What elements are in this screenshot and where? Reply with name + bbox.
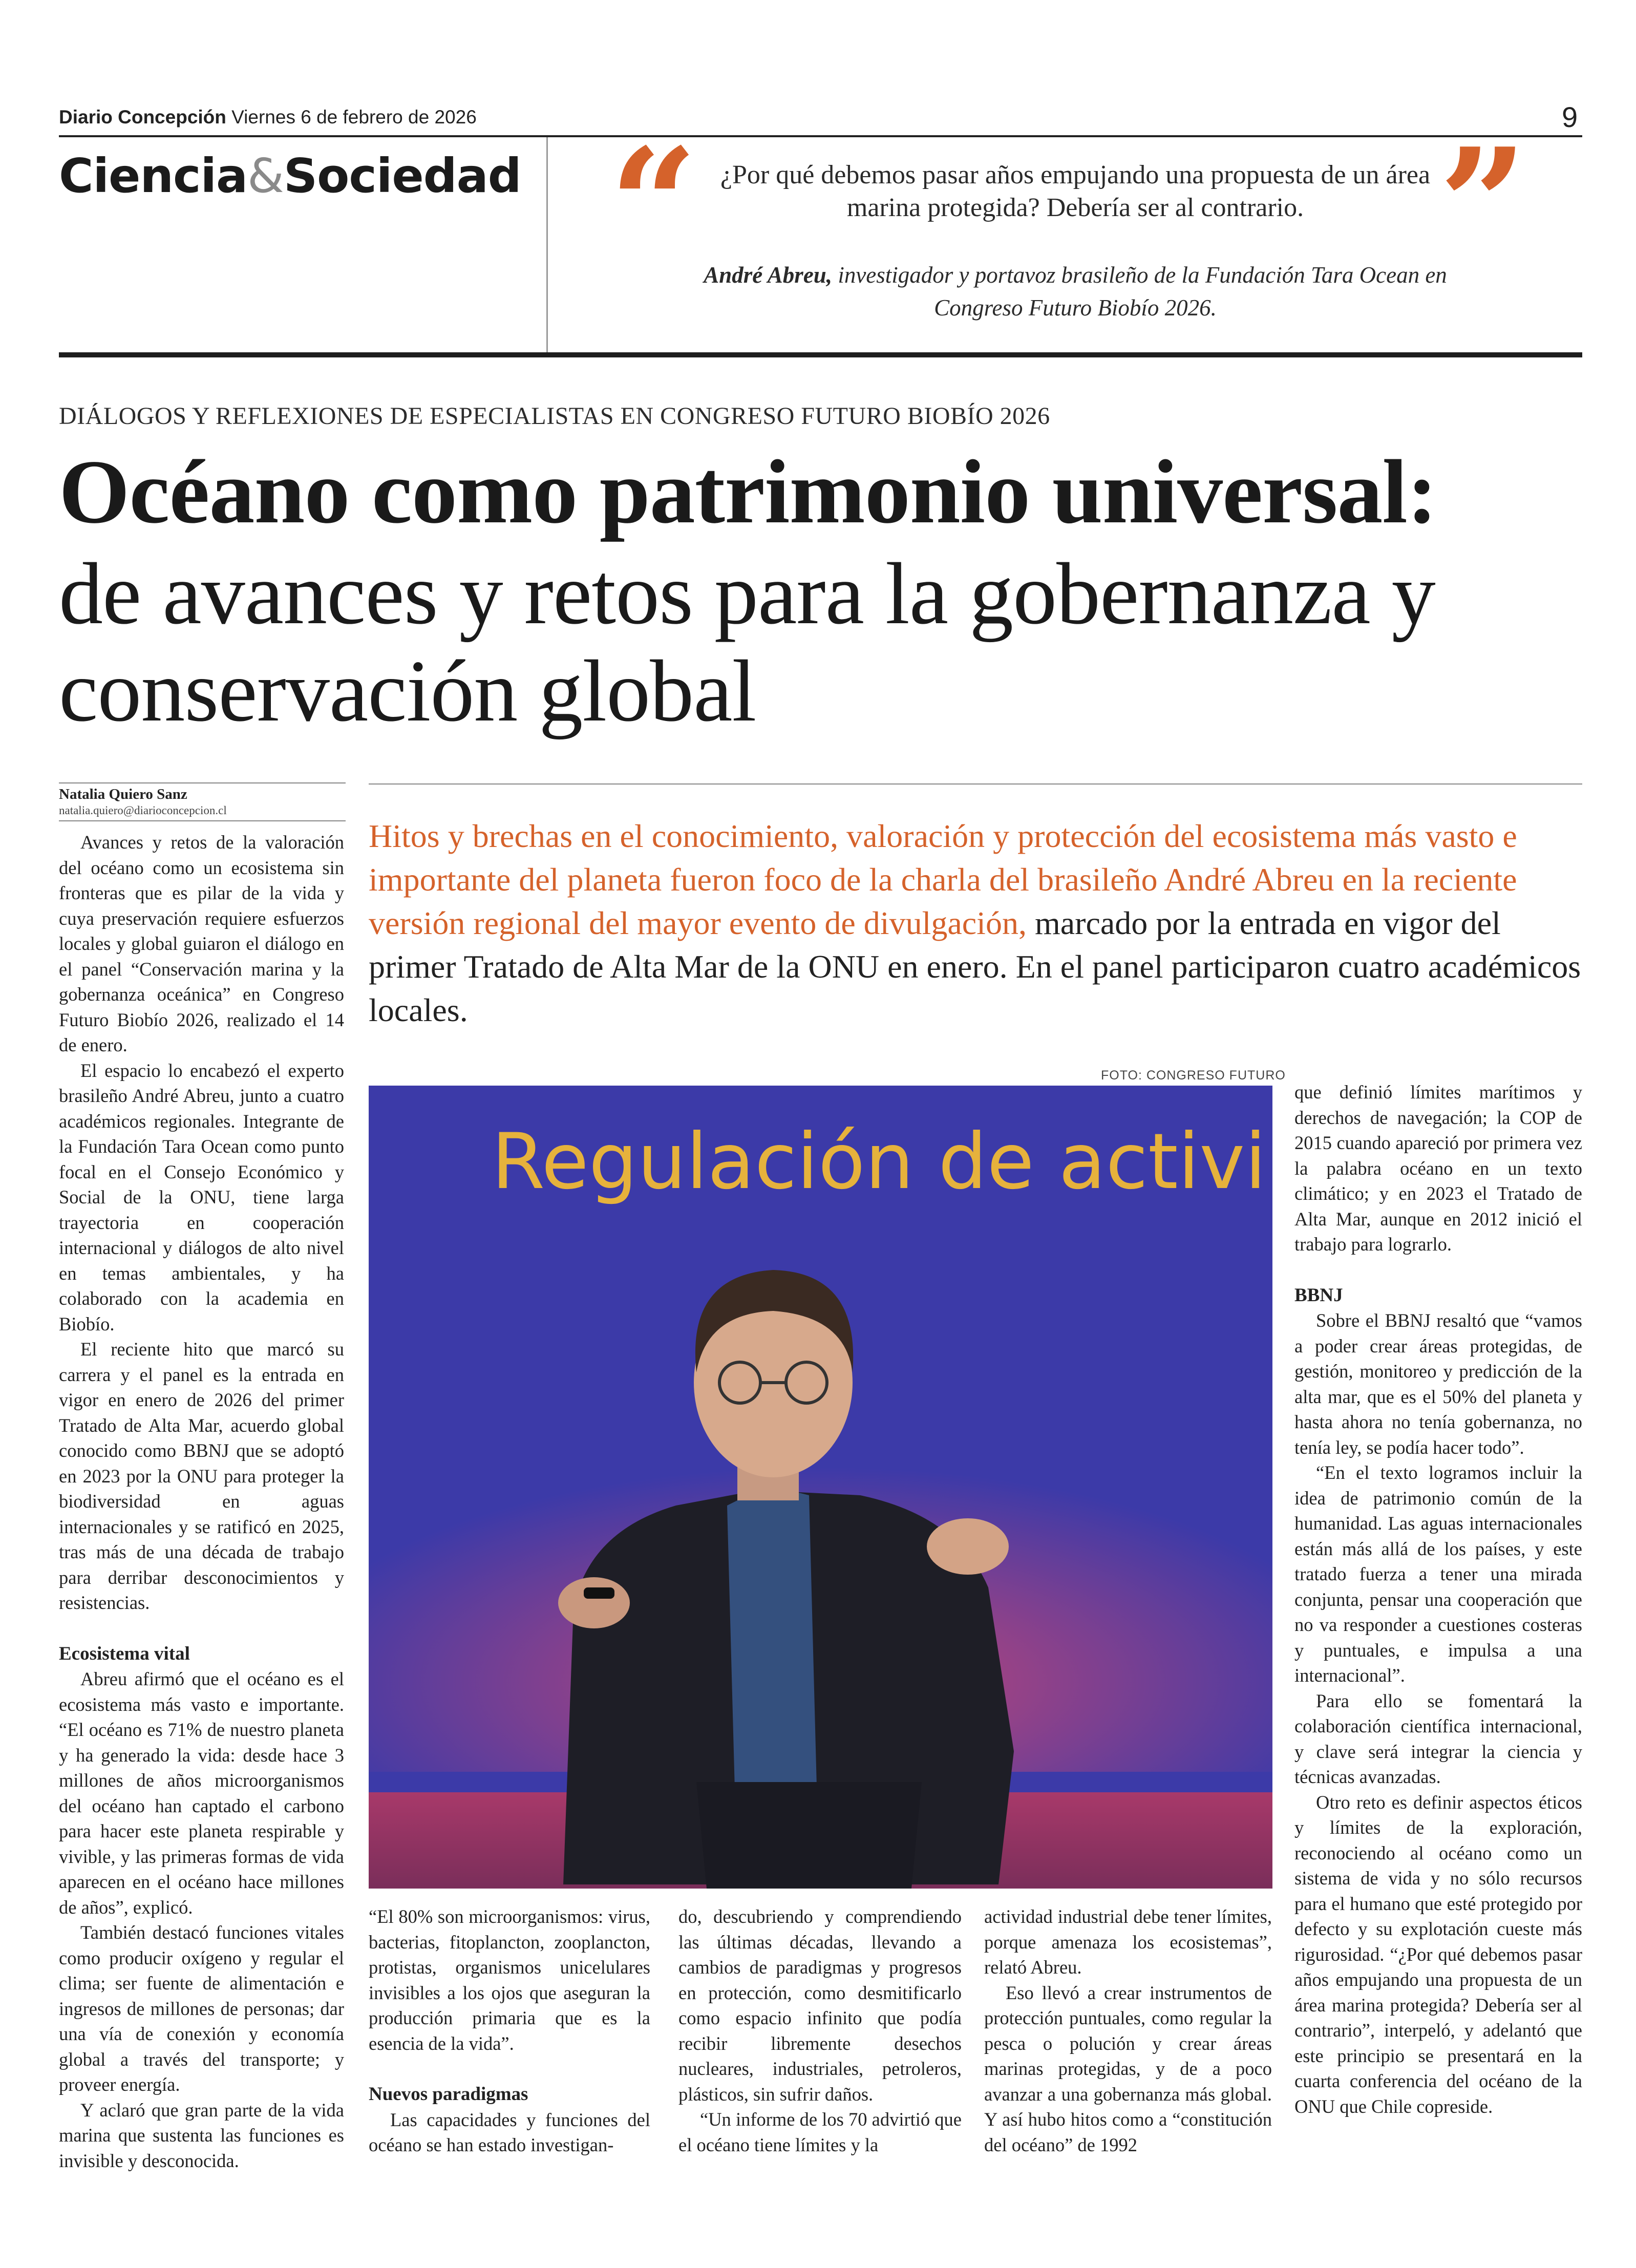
section-word-2: Sociedad xyxy=(283,149,521,203)
paragraph: actividad industrial debe tener límites, porque amenaza los ecosistemas”, relató Abreu. xyxy=(984,1906,1272,1978)
article-column-bottom-1 xyxy=(369,1904,650,2158)
header-divider xyxy=(546,137,548,352)
paragraph: que definió límites marítimos y derechos de navegación; la COP de 2015 cuando apareció por primera vez la palabra océano en un texto climático; y en 2023 el Tratado de Alta Mar, aunque en 2012 inició el trabajo para lograrlo. xyxy=(1294,1082,1582,1255)
paragraph: Avances y retos de la valoración del océano como un ecosistema sin fronteras que es pilar de la vida y cuya preservación requiere esfuerzos locales y global guiaron el diálogo en el panel “Conservación marina y la gobernanza oceánica” en Congreso Futuro Biobío 2026, realizado el 14 de enero. xyxy=(59,832,344,1055)
byline-email[interactable]: natalia.quiero@diarioconcepcion.cl xyxy=(59,804,227,817)
paragraph: “Un informe de los 70 advirtió que el océano tiene límites y la xyxy=(678,2109,962,2155)
speaker-photo-illustration xyxy=(369,1086,1272,1889)
paragraph: Abreu afirmó que el océano es el ecosistema más vasto e importante. “El océano es 71% de nuestro planeta y ha generado la vida: desde hace 3 millones de años microorganismos del océano han captado el carbono para hacer este planeta respirable y vivible, y las primeras formas de vida aparecen en el océano hace millones de años”, explicó. xyxy=(59,1668,344,1918)
paragraph: Sobre el BBNJ resaltó que “vamos a poder crear áreas protegidas, de gestión, monitoreo y predicción de la alta mar, que es el 50% del planeta y hasta ahora no tenía gobernanza, no tenía ley, se podía hacer todo”. xyxy=(1294,1310,1582,1458)
paragraph: También destacó funciones vitales como producir oxígeno y regular el clima; ser fuente de alimentación e ingresos de millones de personas; dar una vía de conexión y economía global a través del transporte; y proveer energía. xyxy=(59,1922,344,2095)
paragraph: Y aclaró que gran parte de la vida marina que sustenta las funciones es invisible y desconocida. xyxy=(59,2099,344,2171)
subhead-nuevos-paradigmas: Nuevos paradigmas xyxy=(369,2084,528,2105)
subhead-bbnj: BBNJ xyxy=(1294,1284,1343,1306)
section-title xyxy=(59,149,521,203)
lead-rest: marcado por la entrada en vigor del primer Tratado de Alta Mar de la ONU en enero. En el panel participaron cuatro académicos locales. xyxy=(369,905,1581,1028)
photo-credit: FOTO: CONGRESO FUTURO xyxy=(1101,1068,1286,1083)
paragraph: Otro reto es definir aspectos éticos y límites de la exploración, reconociendo al océano como un sistema de vida y no sólo recursos para el humano que esté protegido por defecto y su explotación cueste más rigurosidad. “¿Por qué debemos pasar años empujando una propuesta de un área marina protegida? Debería ser al contrario”, interpeló, y adelantó que este principio se presentará en la cuarta conferencia del océano de la ONU que Chile copreside. xyxy=(1294,1791,1582,2117)
quote-author-desc: investigador y portavoz brasileño de la Fundación Tara Ocean en Congreso Futuro Biobío 2026. xyxy=(832,262,1447,321)
paragraph: Las capacidades y funciones del océano se han estado investigan- xyxy=(369,2109,650,2155)
paragraph: “El 80% son microorganismos: virus, bacterias, fitoplancton, zooplancton, protistas, organismos unicelulares invisibles a los ojos que aseguran la producción primaria que es la esencia de la vida”. xyxy=(369,1906,650,2054)
pull-quote-text: ¿Por qué debemos pasar años empujando una propuesta de un área marina protegida? Debería ser al contrario. xyxy=(720,160,1431,222)
header-rule xyxy=(59,135,1582,137)
byline-rule-bottom xyxy=(59,820,346,821)
publication-name: Diario Concepción xyxy=(59,107,226,128)
issue-date: Viernes 6 de febrero de 2026 xyxy=(231,107,477,128)
quote-author: André Abreu, xyxy=(704,262,833,288)
article-headline: Océano como patrimonio universal: xyxy=(59,441,1437,542)
paragraph: “En el texto logramos incluir la idea de patrimonio común de la humanidad. Las aguas internacionales están más allá de los países, y este tratado fuerza a tener una mirada conjunta, pensar una cooperación que no va responder a cuestiones costeras y puntuales, e impulsa a una internacional”. xyxy=(1294,1462,1582,1686)
article-subheadline: de avances y retos para la gobernanza y conservación global xyxy=(59,545,1435,740)
page-number: 9 xyxy=(1562,101,1578,133)
paragraph: do, descubriendo y comprendiendo las últimas décadas, llevando a cambios de paradigmas y progresos en protección, como desmitificarlo como espacio infinito que podía recibir libremente desechos nucleares, industriales, petroleros, plásticos, sin sufrir daños. xyxy=(678,1906,962,2105)
screen-text: Regulación de activi xyxy=(492,1117,1266,1206)
section-ampersand: & xyxy=(247,149,284,203)
article-column-bottom-3 xyxy=(984,1904,1272,2157)
article-photo xyxy=(369,1086,1272,1889)
open-quote-icon: “ xyxy=(609,114,698,295)
header-bottom-bar xyxy=(59,352,1582,357)
pull-quote-attribution xyxy=(702,259,1449,324)
close-quote-icon: ” xyxy=(1439,114,1527,295)
lead-rule xyxy=(369,783,1582,785)
paragraph: Para ello se fomentará la colaboración científica internacional, y clave será integrar la ciencia y técnicas avanzadas. xyxy=(1294,1690,1582,1787)
byline-rule-top xyxy=(59,782,346,783)
publication-line xyxy=(59,107,477,128)
section-word-1: Ciencia xyxy=(59,149,248,203)
paragraph: Eso llevó a crear instrumentos de protección puntuales, como regular la pesca o polución y crear áreas marinas protegidas, y de a poco avanzar a una gobernanza más global. Y así hubo hitos como a “constitución del océano” de 1992 xyxy=(984,1982,1272,2155)
byline-author: Natalia Quiero Sanz xyxy=(59,786,187,802)
paragraph: El espacio lo encabezó el experto brasileño André Abreu, junto a cuatro académicos regionales. Integrante de la Fundación Tara Ocean como punto focal en el Consejo Económico y Social de la ONU, tiene larga trayectoria en cooperación internacional y diálogos de alto nivel en temas ambientales, y ha colaborado con la academia en Biobío. xyxy=(59,1059,344,1334)
lead-highlight: Hitos y brechas en el conocimiento, valoración y protección del ecosistema más vasto e importante del planeta fueron foco de la charla del brasileño André Abreu en la reciente versión regional del mayor evento de divulgación, xyxy=(369,818,1517,941)
paragraph: El reciente hito que marcó su carrera y el panel es la entrada en vigor en enero de 2026 del primer Tratado de Alta Mar, acuerdo global conocido como BBNJ que se adoptó en 2023 por la ONU para proteger la biodiversidad en aguas internacionales y se ratificó en 2025, tras más de una década de trabajo para derribar desconocimientos y resistencias. xyxy=(59,1339,344,1613)
article-lead xyxy=(369,814,1582,1032)
article-kicker: DIÁLOGOS Y REFLEXIONES DE ESPECIALISTAS EN CONGRESO FUTURO BIOBÍO 2026 xyxy=(59,402,1050,430)
article-column-bottom-2 xyxy=(678,1904,962,2157)
article-column-1 xyxy=(59,830,344,2173)
article-column-right xyxy=(1294,1079,1582,2119)
subhead-ecosistema-vital: Ecosistema vital xyxy=(59,1643,190,1664)
